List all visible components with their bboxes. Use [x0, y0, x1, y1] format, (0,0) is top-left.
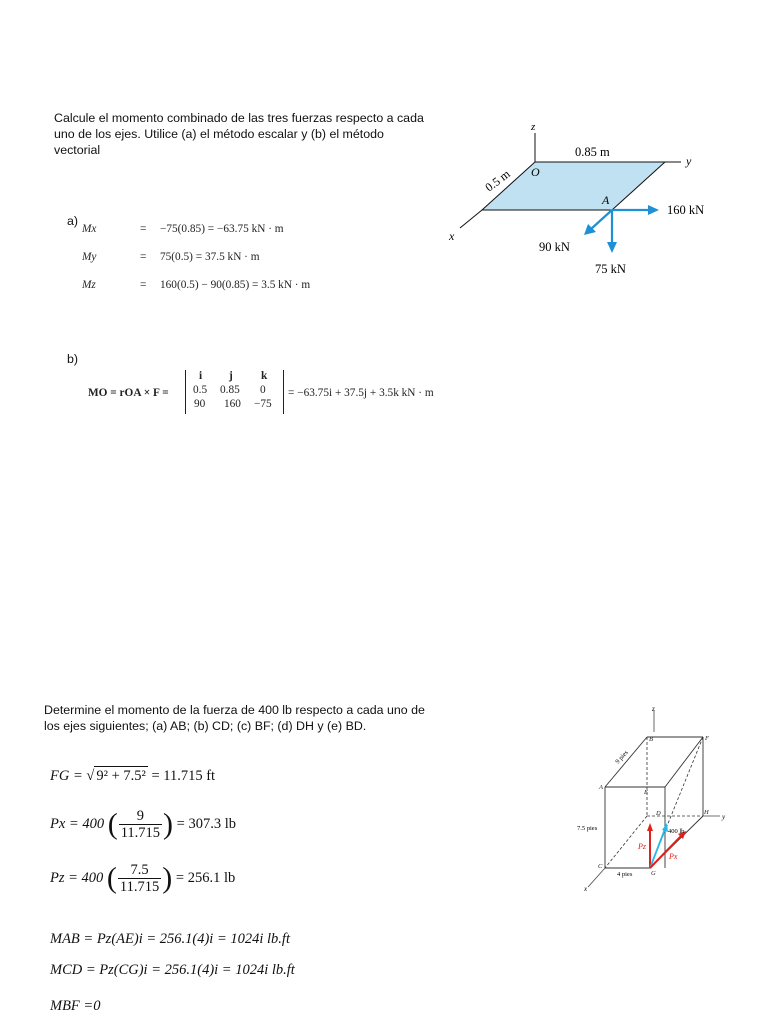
- arrowhead-160: [648, 205, 659, 215]
- matrix-right-bar: [283, 370, 284, 414]
- pz-equation: Pz = 400 ( $\frac{7.5}{11.715}$ ) = 256.1 lb: [50, 861, 236, 895]
- determinant-matrix: i j k 0.5 0.85 0 90 160 −75: [193, 370, 272, 410]
- svg-text:E: E: [644, 789, 648, 796]
- box-force-diagram: [570, 702, 735, 892]
- fg-equation: FG = √ 9² + 7.5² = 11.715 ft: [50, 768, 216, 784]
- svg-text:G: G: [651, 870, 656, 877]
- x-axis: [460, 210, 482, 228]
- matrix-left-bar: [185, 370, 186, 414]
- px-equation: Px = 400 ( $\frac{9}{11.715}$ ) = 307.3 lb: [50, 807, 237, 841]
- y-axis-label-2: y: [722, 813, 726, 821]
- force-75-label: 75 kN: [595, 262, 626, 276]
- svg-text:A: A: [599, 784, 603, 791]
- dim-75-pies: 7.5 pies: [577, 825, 598, 832]
- plate: [482, 162, 665, 210]
- origin-label: O: [531, 165, 540, 179]
- force-vectors: [591, 210, 650, 244]
- part-b-lhs: MO = rOA × F =: [88, 387, 169, 399]
- svg-text:H: H: [704, 809, 709, 816]
- z-axis-label-2: z: [652, 705, 655, 713]
- force-90-line: [591, 210, 612, 229]
- y-axis-label: y: [686, 154, 692, 168]
- axes: [588, 710, 720, 887]
- pz-arrowhead: [647, 823, 653, 831]
- pz-label: Pz: [638, 842, 646, 851]
- force-400-label: 400 lb: [668, 828, 685, 835]
- problem2-statement: Determine el momento de la fuerza de 400 lb respecto a cada uno de los ejes siguientes; (a) AB; (b) CD; (c) BF; (d) DH y (e) BD.: [44, 703, 425, 733]
- moment-cd: MCD = Pz(CG)i = 256.1(4)i = 1024i lb.ft: [50, 962, 295, 978]
- x-axis-label-2: x: [584, 885, 588, 893]
- px-label: Px: [669, 852, 678, 861]
- z-axis-label: z: [531, 121, 536, 133]
- svg-text:C: C: [598, 863, 603, 870]
- problem1-statement: Calcule el momento combinado de las tres fuerzas respecto a cada uno de los ejes. Utilice (a) el método escalar y (b) el método vectorial: [54, 111, 424, 157]
- part-a-equations: Mx = −75(0.85) = −63.75 kN · m My = 75(0.5) = 37.5 kN · m Mz = 160(0.5) − 90(0.85) = 3.5 kN · m: [82, 223, 311, 291]
- dim-05-label: 0.5 m: [482, 166, 513, 195]
- point-a-label: A: [602, 193, 610, 207]
- force-arrowheads: [584, 205, 659, 253]
- part-b-label: b): [67, 352, 79, 366]
- part-a-label: a): [67, 214, 79, 228]
- svg-text:F: F: [705, 735, 709, 742]
- moment-ab: MAB = Pz(AE)i = 256.1(4)i = 1024i lb.ft: [50, 931, 290, 947]
- x-axis-label: x: [449, 229, 455, 243]
- force-90-label: 90 kN: [539, 240, 570, 254]
- svg-text:D: D: [656, 810, 661, 817]
- dim-9-pies: 9 pies: [614, 749, 630, 766]
- arrowhead-75: [607, 242, 617, 253]
- dim-085-label: 0.85 m: [575, 145, 610, 159]
- plate-force-diagram: [438, 108, 705, 288]
- moment-bf: MBF =0: [50, 998, 101, 1014]
- svg-text:B: B: [649, 736, 653, 743]
- force-160-label: 160 kN: [667, 203, 705, 217]
- part-b-equation: [88, 369, 478, 417]
- dim-4-pies: 4 pies: [617, 871, 633, 878]
- part-b-rhs: = −63.75i + 37.5j + 3.5k kN · m: [288, 387, 434, 399]
- force-400-vector: [650, 829, 665, 868]
